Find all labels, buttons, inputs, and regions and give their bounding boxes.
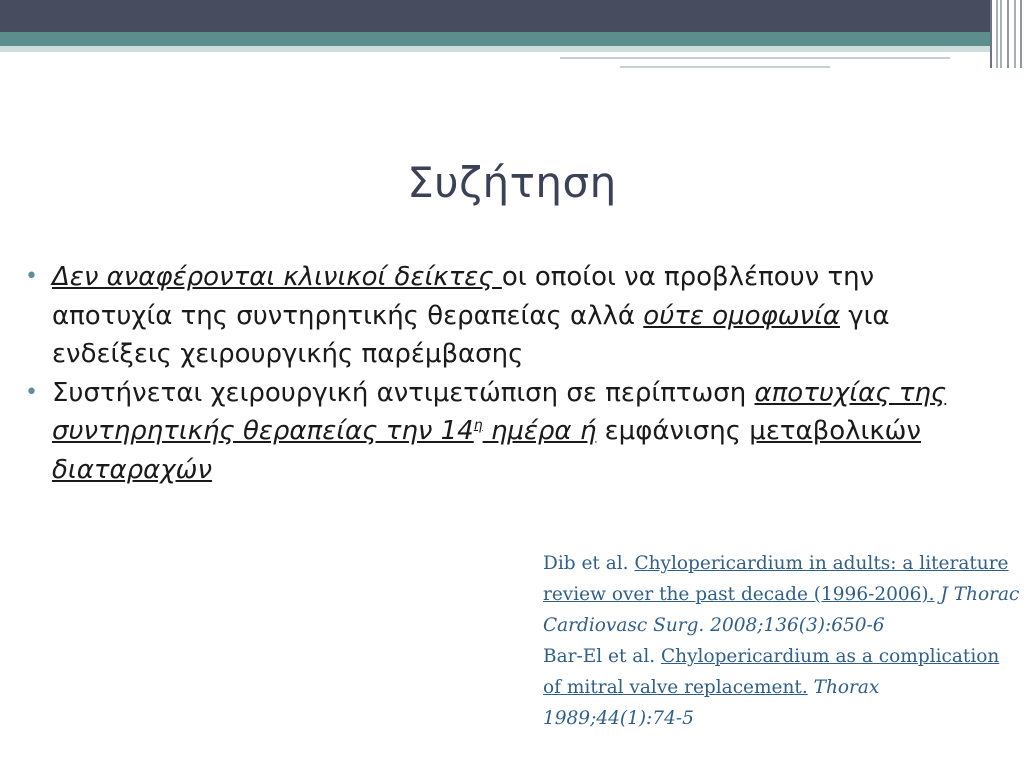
bullet-2-superscript: η: [473, 417, 483, 434]
header-rule-2: [620, 66, 830, 68]
bullet-1-emphasis-2: ούτε ομοφωνία: [643, 300, 840, 331]
bullet-2-emphasis: αποτυχίας της συντηρητικής θεραπείας την 14: [52, 377, 947, 446]
reference-1-link[interactable]: Chylopericardium in adults: a literature review over the past decade (1996-2006).: [543, 553, 1009, 605]
reference-2-authors: Bar-El et al.: [543, 646, 661, 667]
references-block: [543, 548, 1021, 734]
reference-2-journal: Thorax 1989;44(1):74-5: [543, 677, 880, 729]
header-bar-dark: [0, 0, 990, 32]
reference-1-journal: J Thorac Cardiovasc Surg. 2008;136(3):650-6: [543, 584, 1020, 636]
bullet-2-emphasis-2: ημέρα ή: [482, 416, 597, 446]
edge-stripes: [990, 0, 1024, 68]
reference-item-2: [543, 641, 1021, 734]
header-bar-pale: [0, 46, 990, 52]
reference-1-authors: Dib et al.: [543, 553, 635, 574]
bullet-item-2: [25, 374, 972, 490]
bullet-2-emphasis-3: διαταραχών: [52, 454, 212, 485]
bullet-1-text-b: για ενδείξεις χειρουργικής παρέμβασης: [52, 300, 890, 369]
bullet-1-text-a: οι οποίοι να προβλέπουν την αποτυχία της συντηρητικής θεραπείας αλλά: [52, 262, 875, 331]
bullet-2-text-b: εμφάνισης: [596, 416, 750, 446]
bullet-list: [25, 258, 960, 489]
bullet-dot-icon: •: [25, 264, 38, 289]
bullet-2-underlined: μεταβολικών: [749, 416, 921, 446]
header-bar-teal: [0, 32, 990, 46]
slide-title: Συζήτηση: [407, 158, 617, 207]
reference-2-link[interactable]: Chylopericardium as a complication of mitral valve replacement.: [543, 646, 1000, 698]
header-rule-1: [560, 57, 950, 59]
bullet-2-text-a: Συστήνεται χειρουργική αντιμετώπιση σε περίπτωση: [52, 377, 755, 408]
bullet-item-1: [25, 258, 892, 374]
reference-item-1: [543, 548, 1021, 641]
bullet-1-emphasis: Δεν αναφέρονται κλινικοί δείκτες: [52, 262, 502, 292]
bullet-dot-icon: •: [25, 379, 38, 405]
